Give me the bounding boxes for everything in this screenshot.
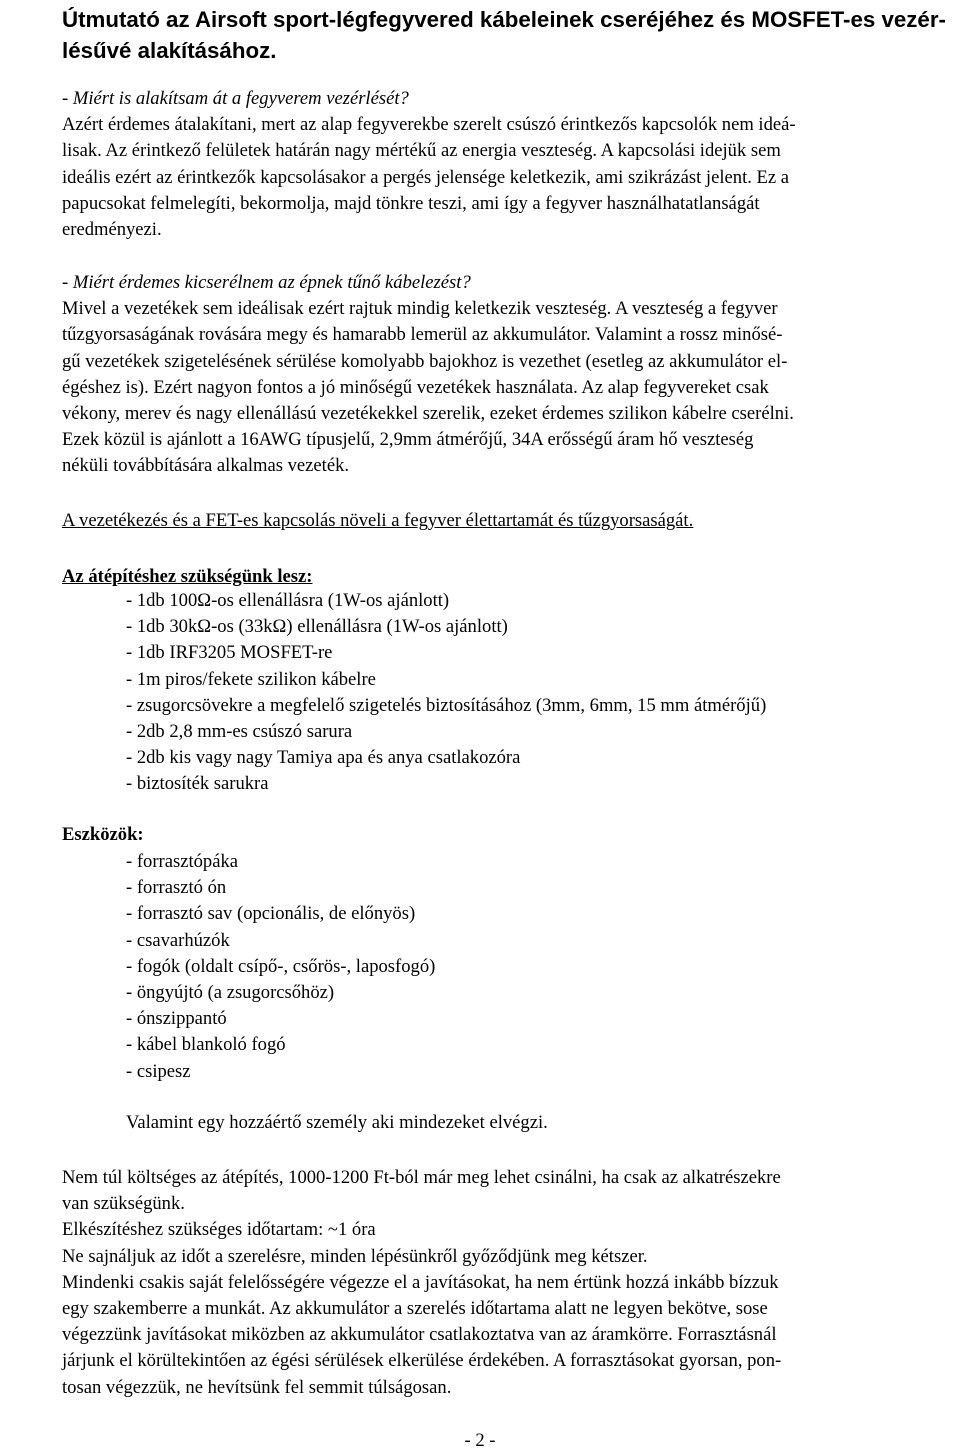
text-line: papucsokat felmelegíti, bekormolja, majd tönkre teszi, ami így a fegyver használhatatlanságát: [62, 192, 760, 214]
section-why-rewire: [62, 270, 958, 480]
list-item: - forrasztó ón: [126, 877, 227, 899]
text-line: lisak. Az érintkező felületek határán nagy mértékű az energia veszteség. A kapcsolási idejük sem: [62, 140, 781, 162]
list-item: - fogók (oldalt csípő-, csőrös-, laposfogó): [126, 955, 436, 977]
list-item: - öngyújtó (a zsugorcsőhöz): [126, 981, 335, 1003]
text-line: ideális ezért az érintkezők kapcsolásakor a pergés jelensége keletkezik, ami szikrázást jelent. Ez a: [62, 166, 790, 188]
text-line: tosan végezzük, ne hevítsünk fel semmit túlságosan.: [62, 1376, 452, 1398]
text-line: Ne sajnáljuk az időt a szerelésre, minden lépésünkről győződjünk meg kétszer.: [62, 1245, 648, 1267]
tools-list: [126, 849, 956, 1085]
parts-list: [126, 588, 956, 798]
list-item: - 1db IRF3205 MOSFET-re: [126, 642, 333, 664]
helper-note: [126, 1110, 956, 1136]
page-number: - 2 -: [464, 1430, 496, 1451]
section-question: - Miért érdemes kicserélnem az épnek tűnő kábelezést?: [62, 272, 471, 293]
text-line: Nem túl költséges az átépítés, 1000-1200 Ft-ból már meg lehet csinálni, ha csak az alkatrészekre: [62, 1167, 781, 1188]
tools-heading: [62, 822, 958, 848]
text-line: vékony, merev és nagy ellenállású vezetékekkel szerelik, ezeket érdemes szilikon kábelre cserélni.: [62, 403, 794, 425]
text-line: gű vezetékek szigetelésének sérülése komolyabb bajokhoz is vezethet (esetleg az akkumulátor el-: [62, 350, 788, 372]
text-line: van szükségünk.: [62, 1193, 185, 1215]
helper-note-text: Valamint egy hozzáértő személy aki mindezeket elvégzi.: [126, 1112, 548, 1133]
list-item: - 1db 30kΩ-os (33kΩ) ellenállásra (1W-os ajánlott): [126, 616, 508, 638]
text-line: Mindenki csakis saját felelősségére végezze el a javításokat, ha nem értünk hozzá inkább bízzuk: [62, 1271, 779, 1293]
summary-note-text: A vezetékezés és a FET-es kapcsolás növeli a fegyver élettartamát és tűzgyorsaságát.: [62, 510, 694, 531]
list-item: - biztosíték sarukra: [126, 773, 269, 795]
list-item: - 2db kis vagy nagy Tamiya apa és anya csatlakozóra: [126, 747, 521, 769]
list-item: - 1m piros/fekete szilikon kábelre: [126, 668, 376, 690]
document-title: [62, 4, 958, 66]
text-line: néküli továbbítására alkalmas vezeték.: [62, 455, 350, 477]
list-item: - csavarhúzók: [126, 929, 230, 951]
list-item: - 2db 2,8 mm-es csúszó sarura: [126, 720, 353, 742]
list-item: - ónszippantó: [126, 1008, 227, 1030]
closing-section: [62, 1165, 958, 1401]
text-line: Ezek közül is ajánlott a 16AWG típusjelű, 2,9mm átmérőjű, 34A erősségű áram hő veszteség: [62, 429, 754, 451]
text-line: égéshez is). Ezért nagyon fontos a jó minőségű vezetékek használata. Az alap fegyvereket csak: [62, 376, 769, 398]
list-item: - 1db 100Ω-os ellenállásra (1W-os ajánlott): [126, 590, 450, 611]
text-line: egy szakemberre a munkát. Az akkumulátor a szerelés időtartama alatt ne legyen bekötve, sose: [62, 1298, 768, 1320]
text-line: tűzgyorsaságának rovására megy és hamarabb lemerül az akkumulátor. Valamint a rossz minősé-: [62, 324, 783, 346]
text-line: Mivel a vezetékek sem ideálisak ezért rajtuk mindig keletkezik veszteség. A veszteség a fegyver: [62, 298, 778, 320]
text-line: Elkészítéshez szükséges időtartam: ~1 óra: [62, 1219, 376, 1241]
parts-heading-text: Az átépítéshez szükségünk lesz:: [62, 566, 313, 587]
list-item: - zsugorcsövekre a megfelelő szigetelés biztosításához (3mm, 6mm, 15 mm átmérőjű): [126, 694, 767, 716]
section-question: - Miért is alakítsam át a fegyverem vezérlését?: [62, 88, 409, 109]
text-line: járjunk el körültekintően az égési sérülések elkerülése érdekében. A forrasztásokat gyorsan, pon-: [62, 1350, 782, 1372]
list-item: - kábel blankoló fogó: [126, 1034, 286, 1056]
title-line: Útmutató az Airsoft sport-légfegyvered kábeleinek cseréjéhez és MOSFET-es vezér-: [62, 7, 946, 32]
list-item: - csipesz: [126, 1060, 191, 1082]
summary-note: [62, 508, 958, 534]
text-line: végezzünk javításokat miközben az akkumulátor csatlakoztatva van az áramkörre. Forrasztásnál: [62, 1324, 777, 1346]
parts-heading: [62, 564, 958, 590]
list-item: - forrasztópáka: [126, 851, 239, 872]
section-why-convert: [62, 86, 958, 243]
text-line: Azért érdemes átalakítani, mert az alap fegyverekbe szerelt csúszó érintkezős kapcsolók nem ideá-: [62, 114, 796, 136]
text-line: eredményezi.: [62, 219, 162, 241]
tools-heading-text: Eszközök:: [62, 824, 144, 845]
list-item: - forrasztó sav (opcionális, de előnyös): [126, 903, 416, 925]
title-line: lésűvé alakításához.: [62, 38, 277, 63]
